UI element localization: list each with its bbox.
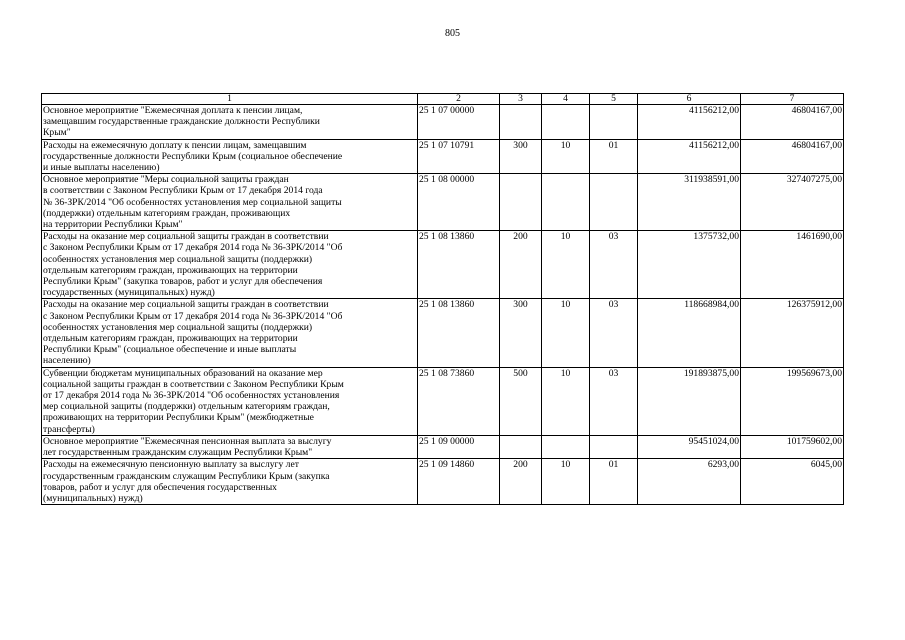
- row-name: Расходы на оказание мер социальной защиты граждан в соответствии с Законом Республики Крым от 17 декабря 2014 года № 36-ЗРК/2014 "Об особенностях установления мер социальной защиты (поддержки) отдельным категориям граждан, проживающих на территории Республики Крым" (социальное обеспечение и иные выплаты населению): [42, 299, 418, 367]
- row-target-article: 25 1 08 13860: [418, 231, 500, 299]
- row-amount-year-2: 1461690,00: [741, 231, 844, 299]
- header-cell-6: 6: [638, 94, 741, 105]
- row-target-article: 25 1 08 73860: [418, 367, 500, 435]
- header-cell-2: 2: [418, 94, 500, 105]
- table-row: [42, 435, 844, 458]
- row-amount-year-2: 327407275,00: [741, 174, 844, 231]
- row-subsection: 01: [590, 459, 638, 505]
- header-row: [42, 94, 844, 105]
- table-row: [42, 459, 844, 505]
- row-expense-type: 300: [500, 299, 542, 367]
- row-name: Расходы на оказание мер социальной защиты граждан в соответствии с Законом Республики Крым от 17 декабря 2014 года № 36-ЗРК/2014 "Об особенностях установления мер социальной защиты (поддержки) отдельным категориям граждан, проживающих на территории Республики Крым" (закупка товаров, работ и услуг для обеспечения государственных (муниципальных) нужд): [42, 231, 418, 299]
- table-row: [42, 174, 844, 231]
- row-name: Основное мероприятие "Меры социальной защиты граждан в соответствии с Законом Республики Крым от 17 декабря 2014 года № 36-ЗРК/2014 "Об особенностях установления мер социальной защиты (поддержки) отдельным категориям граждан, проживающих на территории Республики Крым": [42, 174, 418, 231]
- header-cell-1: 1: [42, 94, 418, 105]
- row-amount-year-1: 41156212,00: [638, 139, 741, 174]
- row-section: 10: [542, 139, 590, 174]
- row-target-article: 25 1 08 13860: [418, 299, 500, 367]
- row-expense-type: 300: [500, 139, 542, 174]
- row-target-article: 25 1 09 14860: [418, 459, 500, 505]
- row-subsection: 03: [590, 299, 638, 367]
- table-body: [42, 105, 844, 505]
- header-cell-7: 7: [741, 94, 844, 105]
- row-subsection: [590, 105, 638, 140]
- table-row: [42, 367, 844, 435]
- row-target-article: 25 1 07 10791: [418, 139, 500, 174]
- row-expense-type: [500, 105, 542, 140]
- header-cell-3: 3: [500, 94, 542, 105]
- row-expense-type: 500: [500, 367, 542, 435]
- budget-table: [41, 93, 844, 505]
- row-section: 10: [542, 367, 590, 435]
- row-amount-year-2: 6045,00: [741, 459, 844, 505]
- row-name: Расходы на ежемесячную доплату к пенсии лицам, замещавшим государственные должности Республики Крым (социальное обеспечение и иные выплаты населению): [42, 139, 418, 174]
- row-subsection: [590, 174, 638, 231]
- row-section: 10: [542, 231, 590, 299]
- row-subsection: 03: [590, 231, 638, 299]
- row-amount-year-1: 1375732,00: [638, 231, 741, 299]
- page-number: 805: [445, 28, 460, 39]
- header-cell-5: 5: [590, 94, 638, 105]
- row-section: [542, 105, 590, 140]
- row-section: 10: [542, 299, 590, 367]
- row-subsection: 03: [590, 367, 638, 435]
- row-section: [542, 174, 590, 231]
- row-subsection: 01: [590, 139, 638, 174]
- row-amount-year-1: 6293,00: [638, 459, 741, 505]
- row-expense-type: 200: [500, 459, 542, 505]
- table-row: [42, 299, 844, 367]
- row-amount-year-2: 199569673,00: [741, 367, 844, 435]
- row-expense-type: 200: [500, 231, 542, 299]
- row-amount-year-2: 46804167,00: [741, 139, 844, 174]
- row-name: Основное мероприятие "Ежемесячная пенсионная выплата за выслугу лет государственным гражданским служащим Республики Крым": [42, 435, 418, 458]
- row-amount-year-1: 191893875,00: [638, 367, 741, 435]
- table-row: [42, 139, 844, 174]
- row-expense-type: [500, 174, 542, 231]
- table-row: [42, 231, 844, 299]
- row-subsection: [590, 435, 638, 458]
- row-amount-year-2: 126375912,00: [741, 299, 844, 367]
- row-amount-year-1: 41156212,00: [638, 105, 741, 140]
- row-name: Субвенции бюджетам муниципальных образований на оказание мер социальной защиты граждан в соответствии с Законом Республики Крым от 17 декабря 2014 года № 36-ЗРК/2014 "Об особенностях установления мер социальной защиты (поддержки) отдельным категориям граждан, проживающих на территории Республики Крым" (межбюджетные трансферты): [42, 367, 418, 435]
- row-target-article: 25 1 08 00000: [418, 174, 500, 231]
- row-expense-type: [500, 435, 542, 458]
- row-target-article: 25 1 07 00000: [418, 105, 500, 140]
- header-cell-4: 4: [542, 94, 590, 105]
- row-section: [542, 435, 590, 458]
- row-target-article: 25 1 09 00000: [418, 435, 500, 458]
- table-row: [42, 105, 844, 140]
- row-name: Основное мероприятие "Ежемесячная доплата к пенсии лицам, замещавшим государственные гражданские должности Республики Крым": [42, 105, 418, 140]
- row-amount-year-1: 311938591,00: [638, 174, 741, 231]
- row-amount-year-2: 46804167,00: [741, 105, 844, 140]
- row-name: Расходы на ежемесячную пенсионную выплату за выслугу лет государственным гражданским служащим Республики Крым (закупка товаров, работ и услуг для обеспечения государственных (муниципальных) нужд): [42, 459, 418, 505]
- row-amount-year-1: 95451024,00: [638, 435, 741, 458]
- row-amount-year-2: 101759602,00: [741, 435, 844, 458]
- row-amount-year-1: 118668984,00: [638, 299, 741, 367]
- row-section: 10: [542, 459, 590, 505]
